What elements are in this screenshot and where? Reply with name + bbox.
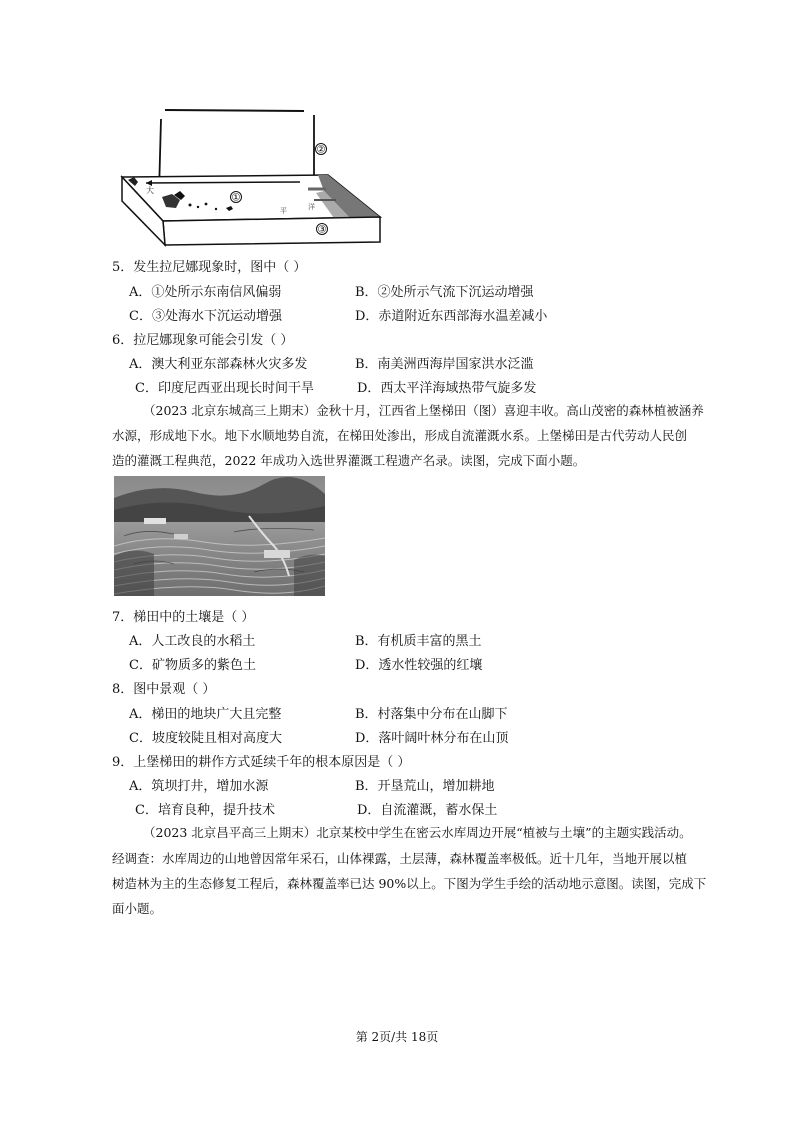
question-8-option-d: D．落叶阔叶林分布在山顶	[355, 731, 509, 746]
passage-2-line-3: 树造林为主的生态修复工程后，森林覆盖率已达 90%以上。下图为学生手绘的活动地示意图。读图，完成下	[112, 876, 707, 891]
question-6-option-b: B．南美洲西海岸国家洪水泛滥	[355, 357, 534, 372]
question-5-stem: 5．发生拉尼娜现象时，图中（ ）	[112, 260, 307, 275]
passage-1-line-3: 造的灌溉工程典范，2022 年成功入选世界灌溉工程遗产名录。读图，完成下面小题。	[112, 453, 586, 468]
passage-1-line-1: （2023 北京东城高三上期末）金秋十月，江西省上堡梯田（图）喜迎丰收。高山茂密的森林植被涵养	[143, 403, 704, 418]
question-7-option-a: A．人工改良的水稻土	[129, 634, 256, 649]
passage-1-line-2: 水源，形成地下水。地下水顺地势自流，在梯田处渗出，形成自流灌溉水系。上堡梯田是古代劳动人民创	[112, 428, 688, 443]
page-footer: 第 2页/共 18页	[355, 1030, 439, 1044]
marker-2: ②	[316, 144, 326, 156]
question-5-option-c: C．③处海水下沉运动增强	[129, 309, 282, 324]
question-6-stem: 6．拉尼娜现象可能会引发（ ）	[112, 333, 294, 348]
question-9-option-d: D．自流灌溉，蓄水保土	[357, 803, 498, 818]
question-5-option-a: A．①处所示东南信风偏弱	[129, 285, 282, 300]
question-7-stem: 7．梯田中的土壤是（ ）	[112, 610, 255, 625]
passage-2-line-2: 经调查：水库周边的山地曾因常年采石，山体裸露，土层薄，森林覆盖率极低。近十几年，当地开展以植	[112, 851, 688, 866]
svg-text:洋: 洋	[308, 203, 315, 211]
question-9-stem: 9．上堡梯田的耕作方式延续千年的根本原因是（ ）	[112, 755, 411, 770]
question-7-option-d: D．透水性较强的红壤	[355, 658, 483, 673]
marker-3: ③	[317, 224, 327, 236]
question-6-option-c: C．印度尼西亚出现长时间干旱	[135, 381, 314, 396]
question-9-option-b: B．开垦荒山，增加耕地	[355, 779, 495, 794]
question-8-option-c: C．坡度较陡且相对高度大	[129, 731, 282, 746]
question-6-option-a: A．澳大利亚东部森林火灾多发	[129, 357, 308, 372]
question-8-option-a: A．梯田的地块广大且完整	[129, 707, 282, 722]
marker-1: ①	[231, 192, 241, 204]
svg-text:大: 大	[146, 186, 154, 195]
question-7-option-c: C．矿物质多的紫色土	[129, 658, 256, 673]
terraced-field-photo	[114, 476, 325, 596]
passage-2-line-4: 面小题。	[112, 901, 163, 916]
passage-2-line-1: （2023 北京昌平高三上期末）北京某校中学生在密云水库周边开展“植被与土壤”的主题实践活动。	[143, 825, 692, 840]
question-9-option-a: A．筑坝打井，增加水源	[129, 779, 269, 794]
question-5-option-b: B．②处所示气流下沉运动增强	[355, 285, 534, 300]
question-9-option-c: C．培育良种，提升技术	[135, 803, 275, 818]
question-8-stem: 8．图中景观（ ）	[112, 682, 216, 697]
svg-text:平: 平	[280, 207, 287, 215]
question-7-option-b: B．有机质丰富的黑土	[355, 634, 482, 649]
question-5-option-d: D．赤道附近东西部海水温差减小	[355, 309, 548, 324]
question-6-option-d: D．西太平洋海域热带气旋多发	[357, 381, 537, 396]
question-8-option-b: B．村落集中分布在山脚下	[355, 707, 508, 722]
walker-circulation-diagram	[118, 105, 383, 250]
